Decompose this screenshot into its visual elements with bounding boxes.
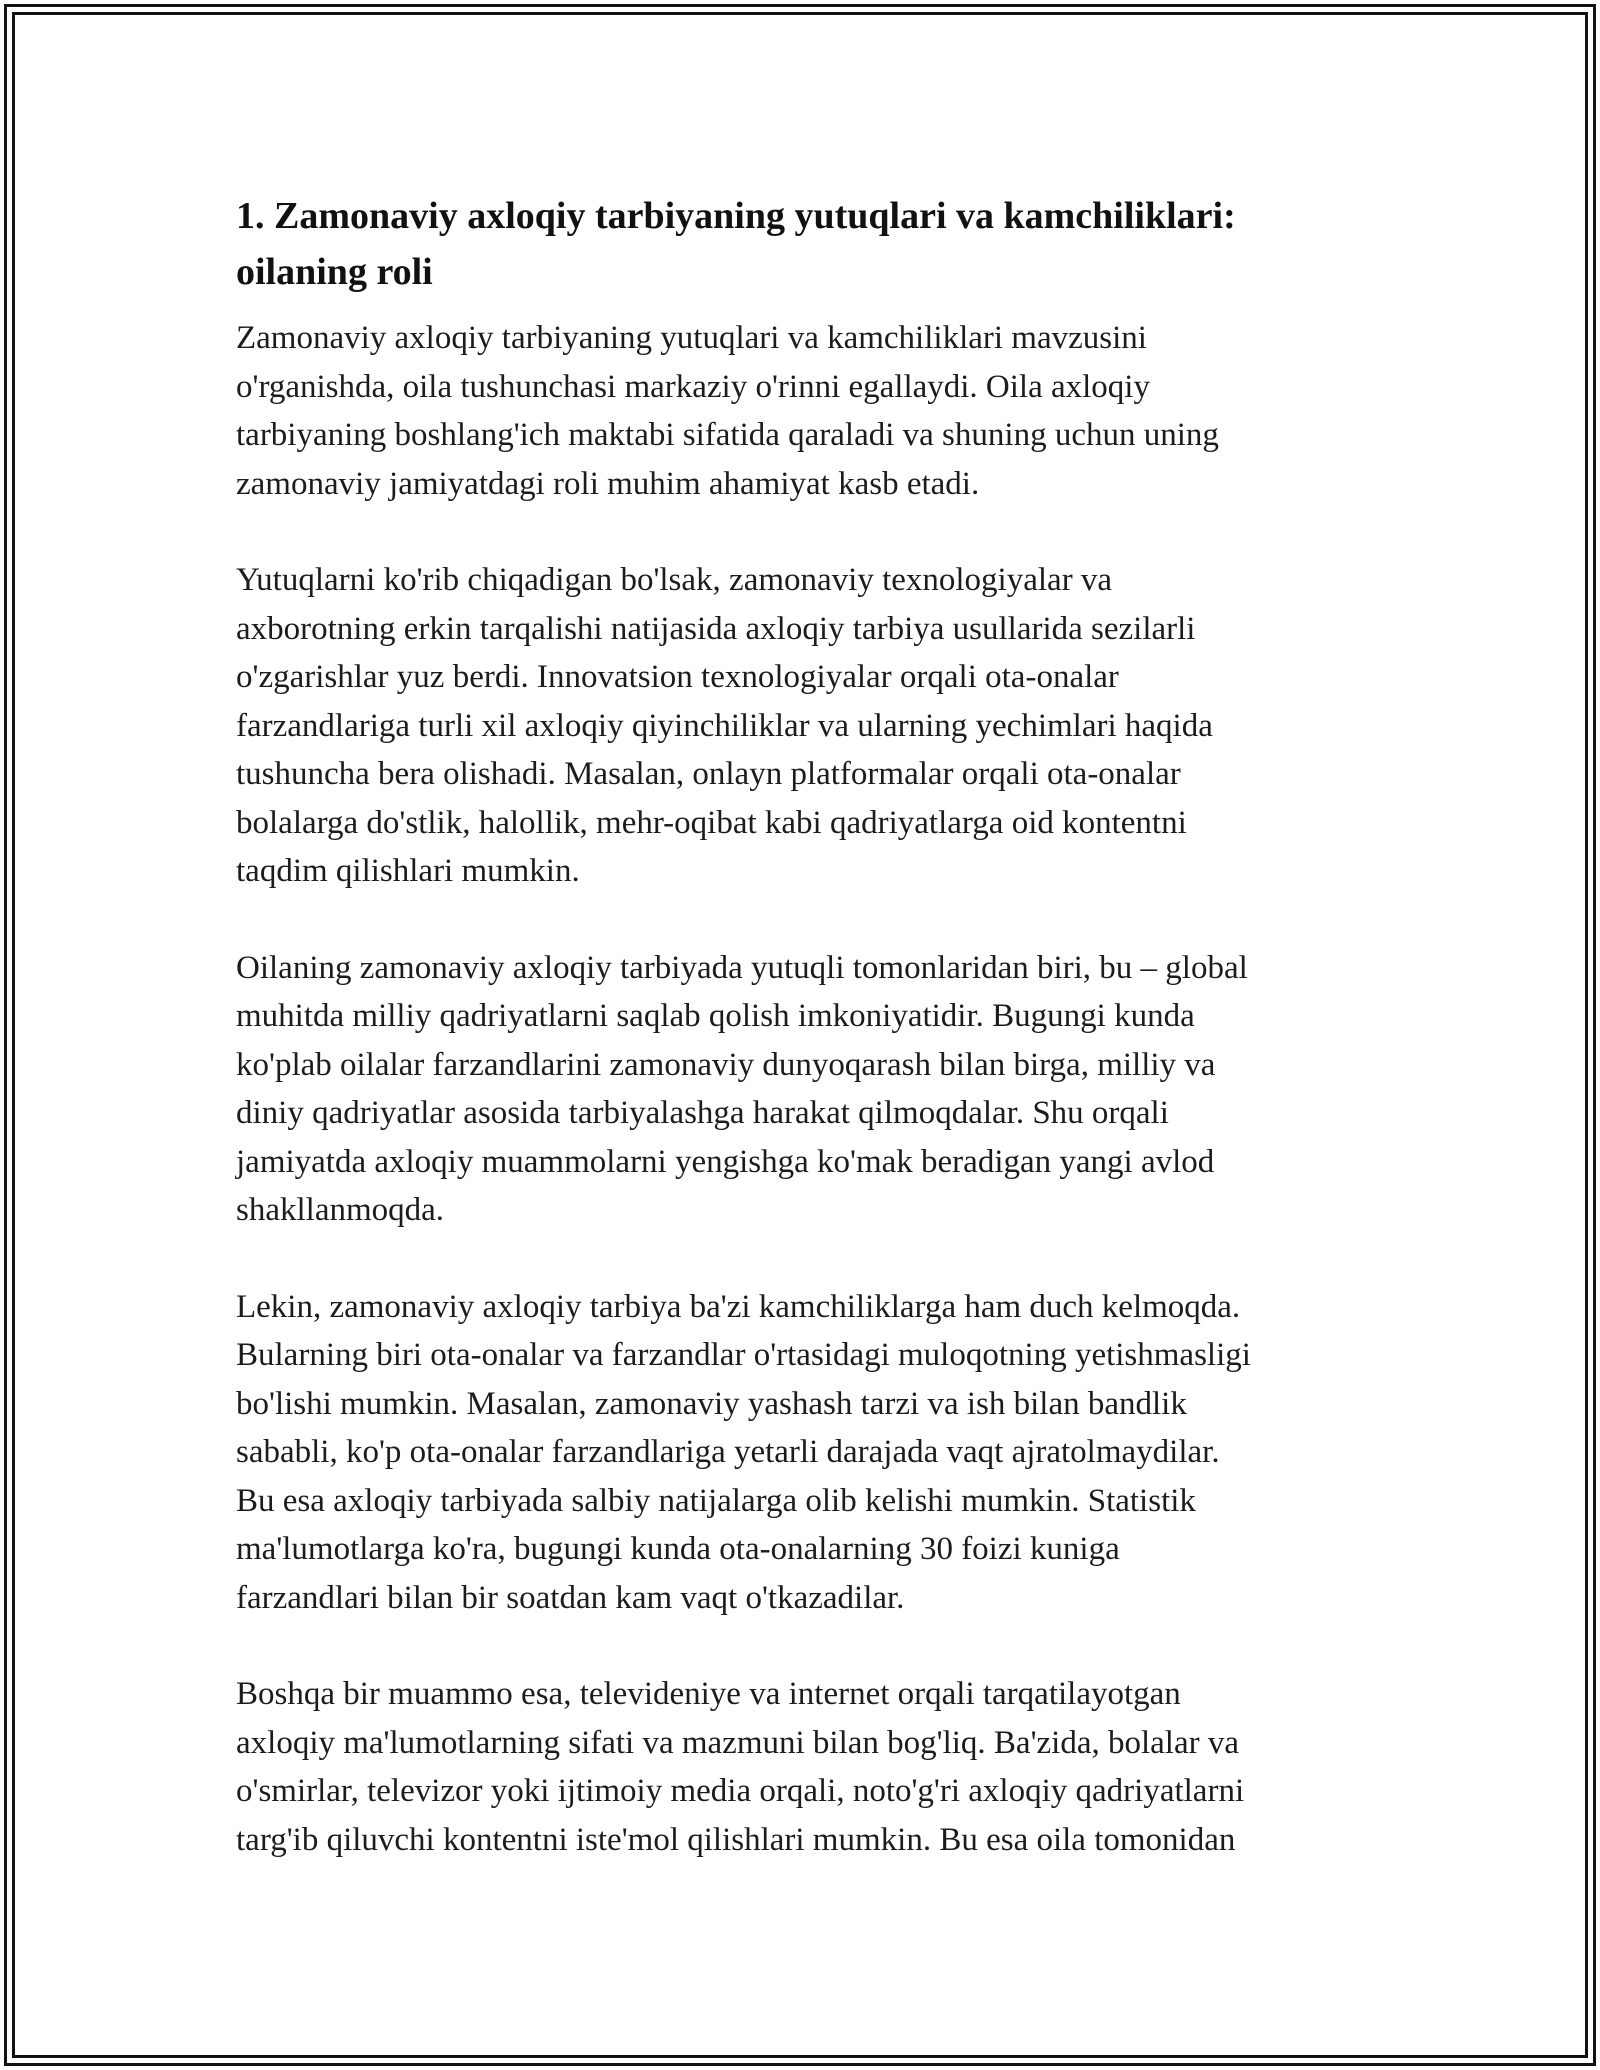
- document-page: [236, 188, 1366, 1912]
- section-heading: [236, 188, 1366, 300]
- paragraph-national-values: [236, 944, 1366, 1235]
- text-line: o'rganishda, oila tushunchasi markaziy o'rinni egallaydi. Oila axloqiy: [236, 368, 1150, 405]
- text-line: Bu esa axloqiy tarbiyada salbiy natijalarga olib kelishi mumkin. Statistik: [236, 1482, 1196, 1519]
- text-line: shakllanmoqda.: [236, 1192, 445, 1228]
- text-line: Bularning biri ota-onalar va farzandlar o'rtasidagi muloqotning yetishmasligi: [236, 1337, 1251, 1373]
- text-line: o'smirlar, televizor yoki ijtimoiy media orqali, noto'g'ri axloqiy qadriyatlarni: [236, 1773, 1245, 1809]
- text-line: bo'lishi mumkin. Masalan, zamonaviy yashash tarzi va ish bilan bandlik: [236, 1385, 1187, 1422]
- heading-line: 1. Zamonaviy axloqiy tarbiyaning yutuqlari va kamchiliklari:: [236, 195, 1236, 237]
- text-line: Oilaning zamonaviy axloqiy tarbiyada yutuqli tomonlaridan biri, bu – global: [236, 949, 1248, 986]
- text-line: axborotning erkin tarqalishi natijasida axloqiy tarbiya usullarida sezilarli: [236, 610, 1196, 647]
- text-line: Boshqa bir muammo esa, televideniye va internet orqali tarqatilayotgan: [236, 1676, 1181, 1712]
- text-line: farzandlariga turli xil axloqiy qiyinchiliklar va ularning yechimlari haqida: [236, 707, 1213, 744]
- text-line: Yutuqlarni ko'rib chiqadigan bo'lsak, zamonaviy texnologiyalar va: [236, 562, 1113, 598]
- paragraph-intro: [236, 314, 1366, 508]
- heading-line: oilaning roli: [236, 251, 433, 293]
- text-line: farzandlari bilan bir soatdan kam vaqt o'tkazadilar.: [236, 1579, 905, 1616]
- text-line: ma'lumotlarga ko'ra, bugungi kunda ota-onalarning 30 foizi kuniga: [236, 1531, 1120, 1567]
- text-line: bolalarga do'stlik, halollik, mehr-oqibat kabi qadriyatlarga oid kontentni: [236, 804, 1187, 841]
- text-line: sababli, ko'p ota-onalar farzandlariga yetarli darajada vaqt ajratolmaydilar.: [236, 1434, 1220, 1470]
- text-line: muhitda milliy qadriyatlarni saqlab qolish imkoniyatidir. Bugungi kunda: [236, 998, 1195, 1034]
- paragraph-achievements: [236, 556, 1366, 896]
- paragraph-media-problem: [236, 1670, 1366, 1864]
- text-line: o'zgarishlar yuz berdi. Innovatsion texnologiyalar orqali ota-onalar: [236, 659, 1119, 695]
- paragraph-shortcomings: [236, 1283, 1366, 1623]
- text-line: Lekin, zamonaviy axloqiy tarbiya ba'zi kamchiliklarga ham duch kelmoqda.: [236, 1288, 1241, 1325]
- text-line: zamonaviy jamiyatdagi roli muhim ahamiyat kasb etadi.: [236, 465, 980, 502]
- text-line: diniy qadriyatlar asosida tarbiyalashga harakat qilmoqdalar. Shu orqali: [236, 1095, 1169, 1131]
- text-line: targ'ib qiluvchi kontentni iste'mol qilishlari mumkin. Bu esa oila tomonidan: [236, 1821, 1236, 1858]
- text-line: tarbiyaning boshlang'ich maktabi sifatida qaraladi va shuning uchun uning: [236, 417, 1219, 453]
- text-line: jamiyatda axloqiy muammolarni yengishga ko'mak beradigan yangi avlod: [236, 1143, 1215, 1180]
- text-line: ko'plab oilalar farzandlarini zamonaviy dunyoqarash bilan birga, milliy va: [236, 1046, 1216, 1083]
- text-line: Zamonaviy axloqiy tarbiyaning yutuqlari va kamchiliklari mavzusini: [236, 320, 1147, 356]
- text-line: taqdim qilishlari mumkin.: [236, 853, 580, 889]
- text-line: axloqiy ma'lumotlarning sifati va mazmuni bilan bog'liq. Ba'zida, bolalar va: [236, 1724, 1240, 1761]
- text-line: tushuncha bera olishadi. Masalan, onlayn platformalar orqali ota-onalar: [236, 756, 1181, 792]
